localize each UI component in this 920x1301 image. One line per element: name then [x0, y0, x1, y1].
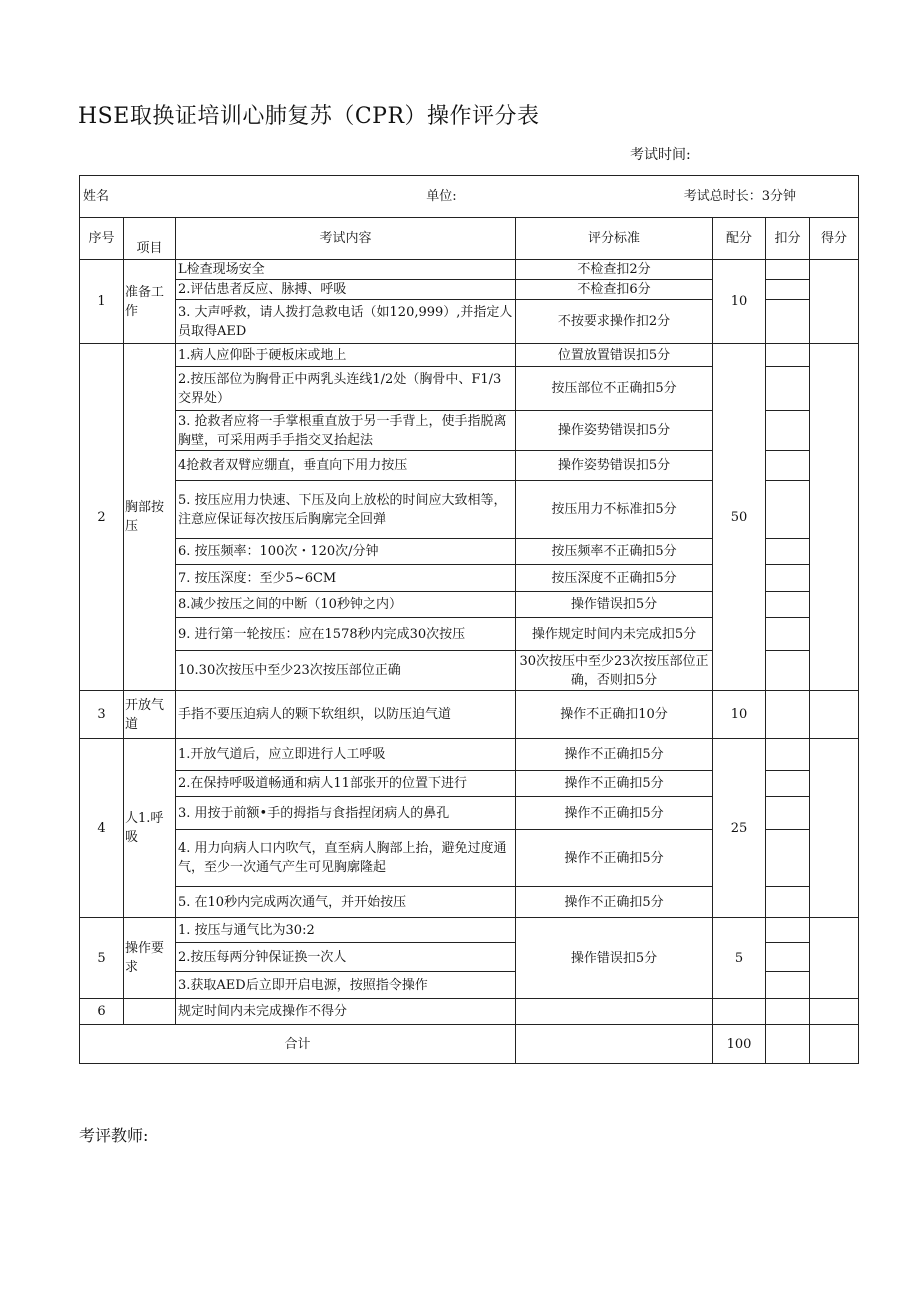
row-points [713, 999, 766, 1025]
deduct-cell[interactable] [766, 999, 810, 1025]
row-content: 3. 抢救者应将一手掌根重直放于另一手背上，使手指脱离胸壁，可采用两手手指交叉抬起法 [176, 411, 516, 451]
deduct-cell[interactable] [766, 739, 810, 771]
deduct-cell[interactable] [766, 565, 810, 592]
row-content: 2.评估患者反应、脉搏、呼吸 [176, 280, 516, 300]
deduct-cell[interactable] [766, 592, 810, 618]
deduct-cell[interactable] [766, 797, 810, 830]
row-standard: 操作不正确扣10分 [516, 691, 713, 739]
row-standard: 按压频率不正确扣5分 [516, 539, 713, 565]
row-standard: 操作规定时间内未完成扣5分 [516, 618, 713, 651]
row-content: 6. 按压频率：100次・120次/分钟 [176, 539, 516, 565]
row-standard: 操作姿势错误扣5分 [516, 411, 713, 451]
total-score[interactable] [810, 1025, 859, 1064]
header-content: 考试内容 [176, 218, 516, 260]
score-cell[interactable] [810, 739, 859, 918]
deduct-cell[interactable] [766, 771, 810, 797]
row-content: 手指不要压迫病人的颗下软组织，以防压迫气道 [176, 691, 516, 739]
header-points: 配分 [713, 218, 766, 260]
total-row [80, 1025, 859, 1064]
total-deduct[interactable] [766, 1025, 810, 1064]
row-content: 3.获取AED后立即开启电源，按照指令操作 [176, 972, 516, 999]
row-content: 2.按压每两分钟保证换一次人 [176, 943, 516, 972]
table-row [80, 918, 859, 943]
row-number: 4 [80, 739, 124, 918]
row-content: 1.病人应仰卧于硬板床或地上 [176, 344, 516, 367]
row-content: 1.开放气道后，应立即进行人工呼吸 [176, 739, 516, 771]
row-content: 5. 按压应用力快速、下压及向上放松的时间应大致相等，注意应保证每次按压后胸廓完全回弹 [176, 481, 516, 539]
row-number: 6 [80, 999, 124, 1025]
deduct-cell[interactable] [766, 367, 810, 411]
row-points: 25 [713, 739, 766, 918]
row-standard: 操作不正确扣5分 [516, 887, 713, 918]
row-standard: 操作不正确扣5分 [516, 797, 713, 830]
row-content: 4抢救者双臂应绷直，垂直向下用力按压 [176, 451, 516, 481]
score-sheet-table [79, 175, 859, 1064]
row-number: 3 [80, 691, 124, 739]
row-standard: 操作错误扣5分 [516, 918, 713, 999]
score-cell[interactable] [810, 260, 859, 344]
teacher-label: 考评教师: [79, 1126, 149, 1145]
deduct-cell[interactable] [766, 618, 810, 651]
row-number: 1 [80, 260, 124, 344]
header-standard: 评分标准 [516, 218, 713, 260]
deduct-cell[interactable] [766, 344, 810, 367]
row-content: 2.按压部位为胸骨正中两乳头连线1/2处（胸骨中、F1/3交界处） [176, 367, 516, 411]
deduct-cell[interactable] [766, 280, 810, 300]
row-content: 5. 在10秒内完成两次通气，并开始按压 [176, 887, 516, 918]
row-standard: 操作姿势错误扣5分 [516, 451, 713, 481]
row-content: 3. 用按于前额•手的拇指与食指捏闭病人的鼻孔 [176, 797, 516, 830]
header-row [80, 218, 859, 260]
table-row [80, 999, 859, 1025]
deduct-cell[interactable] [766, 972, 810, 999]
row-standard: 30次按压中至少23次按压部位正确，否则扣5分 [516, 651, 713, 691]
deduct-cell[interactable] [766, 451, 810, 481]
score-cell[interactable] [810, 691, 859, 739]
row-standard: 操作不正确扣5分 [516, 739, 713, 771]
deduct-cell[interactable] [766, 411, 810, 451]
score-cell[interactable] [810, 918, 859, 999]
score-cell[interactable] [810, 999, 859, 1025]
row-category: 开放气道 [124, 691, 176, 739]
row-points: 10 [713, 260, 766, 344]
unit-label: 单位: [426, 189, 457, 204]
row-standard: 按压部位不正确扣5分 [516, 367, 713, 411]
deduct-cell[interactable] [766, 691, 810, 739]
deduct-cell[interactable] [766, 300, 810, 344]
row-standard: 位置放置错误扣5分 [516, 344, 713, 367]
row-content: L检查现场安全 [176, 260, 516, 280]
row-number: 2 [80, 344, 124, 691]
row-points: 5 [713, 918, 766, 999]
row-content: 10.30次按压中至少23次按压部位正确 [176, 651, 516, 691]
total-points: 100 [713, 1025, 766, 1064]
exam-time-label: 考试时间: [630, 147, 691, 163]
row-category: 人1.呼吸 [124, 739, 176, 918]
row-standard: 按压用力不标准扣5分 [516, 481, 713, 539]
row-standard: 操作不正确扣5分 [516, 771, 713, 797]
row-content: 规定时间内未完成操作不得分 [176, 999, 516, 1025]
row-content: 3. 大声呼救，请人拨打急救电话（如120,999）,并指定人员取得AED [176, 300, 516, 344]
score-cell[interactable] [810, 344, 859, 691]
table-row [80, 739, 859, 771]
row-content: 7. 按压深度：至少5~6CM [176, 565, 516, 592]
row-content: 1. 按压与通气比为30:2 [176, 918, 516, 943]
row-category: 准备工作 [124, 260, 176, 344]
deduct-cell[interactable] [766, 887, 810, 918]
deduct-cell[interactable] [766, 539, 810, 565]
row-content: 9. 进行第一轮按压：应在1578秒内完成30次按压 [176, 618, 516, 651]
row-standard: 按压深度不正确扣5分 [516, 565, 713, 592]
row-points: 10 [713, 691, 766, 739]
row-standard [516, 999, 713, 1025]
header-item: 项目 [124, 218, 176, 260]
header-deduct: 扣分 [766, 218, 810, 260]
table-row [80, 260, 859, 280]
name-label: 姓名 [83, 189, 110, 204]
deduct-cell[interactable] [766, 943, 810, 972]
row-standard: 操作不正确扣5分 [516, 830, 713, 887]
table-row [80, 691, 859, 739]
row-category: 操作要求 [124, 918, 176, 999]
header-no: 序号 [80, 218, 124, 260]
row-content: 2.在保持呼吸道畅通和病人11部张开的位置下进行 [176, 771, 516, 797]
total-label: 合计 [80, 1025, 516, 1064]
row-category: 胸部按压 [124, 344, 176, 691]
info-row [80, 176, 859, 218]
row-category [124, 999, 176, 1025]
deduct-cell[interactable] [766, 260, 810, 280]
row-number: 5 [80, 918, 124, 999]
row-points: 50 [713, 344, 766, 691]
row-standard: 操作错误扣5分 [516, 592, 713, 618]
row-standard: 不检查扣6分 [516, 280, 713, 300]
row-standard: 不按要求操作扣2分 [516, 300, 713, 344]
total-standard [516, 1025, 713, 1064]
row-content: 4. 用力向病人口内吹气，直至病人胸部上抬，避免过度通气，至少一次通气产生可见胸廓隆起 [176, 830, 516, 887]
page-title: HSE取换证培训心肺复苏（CPR）操作评分表 [78, 104, 540, 129]
deduct-cell[interactable] [766, 918, 810, 943]
row-content: 8.减少按压之间的中断（10秒钟之内） [176, 592, 516, 618]
deduct-cell[interactable] [766, 651, 810, 691]
table-row [80, 344, 859, 367]
duration-label: 考试总时长：3分钟 [683, 189, 797, 204]
row-standard: 不检查扣2分 [516, 260, 713, 280]
header-score: 得分 [810, 218, 859, 260]
deduct-cell[interactable] [766, 830, 810, 887]
deduct-cell[interactable] [766, 481, 810, 539]
